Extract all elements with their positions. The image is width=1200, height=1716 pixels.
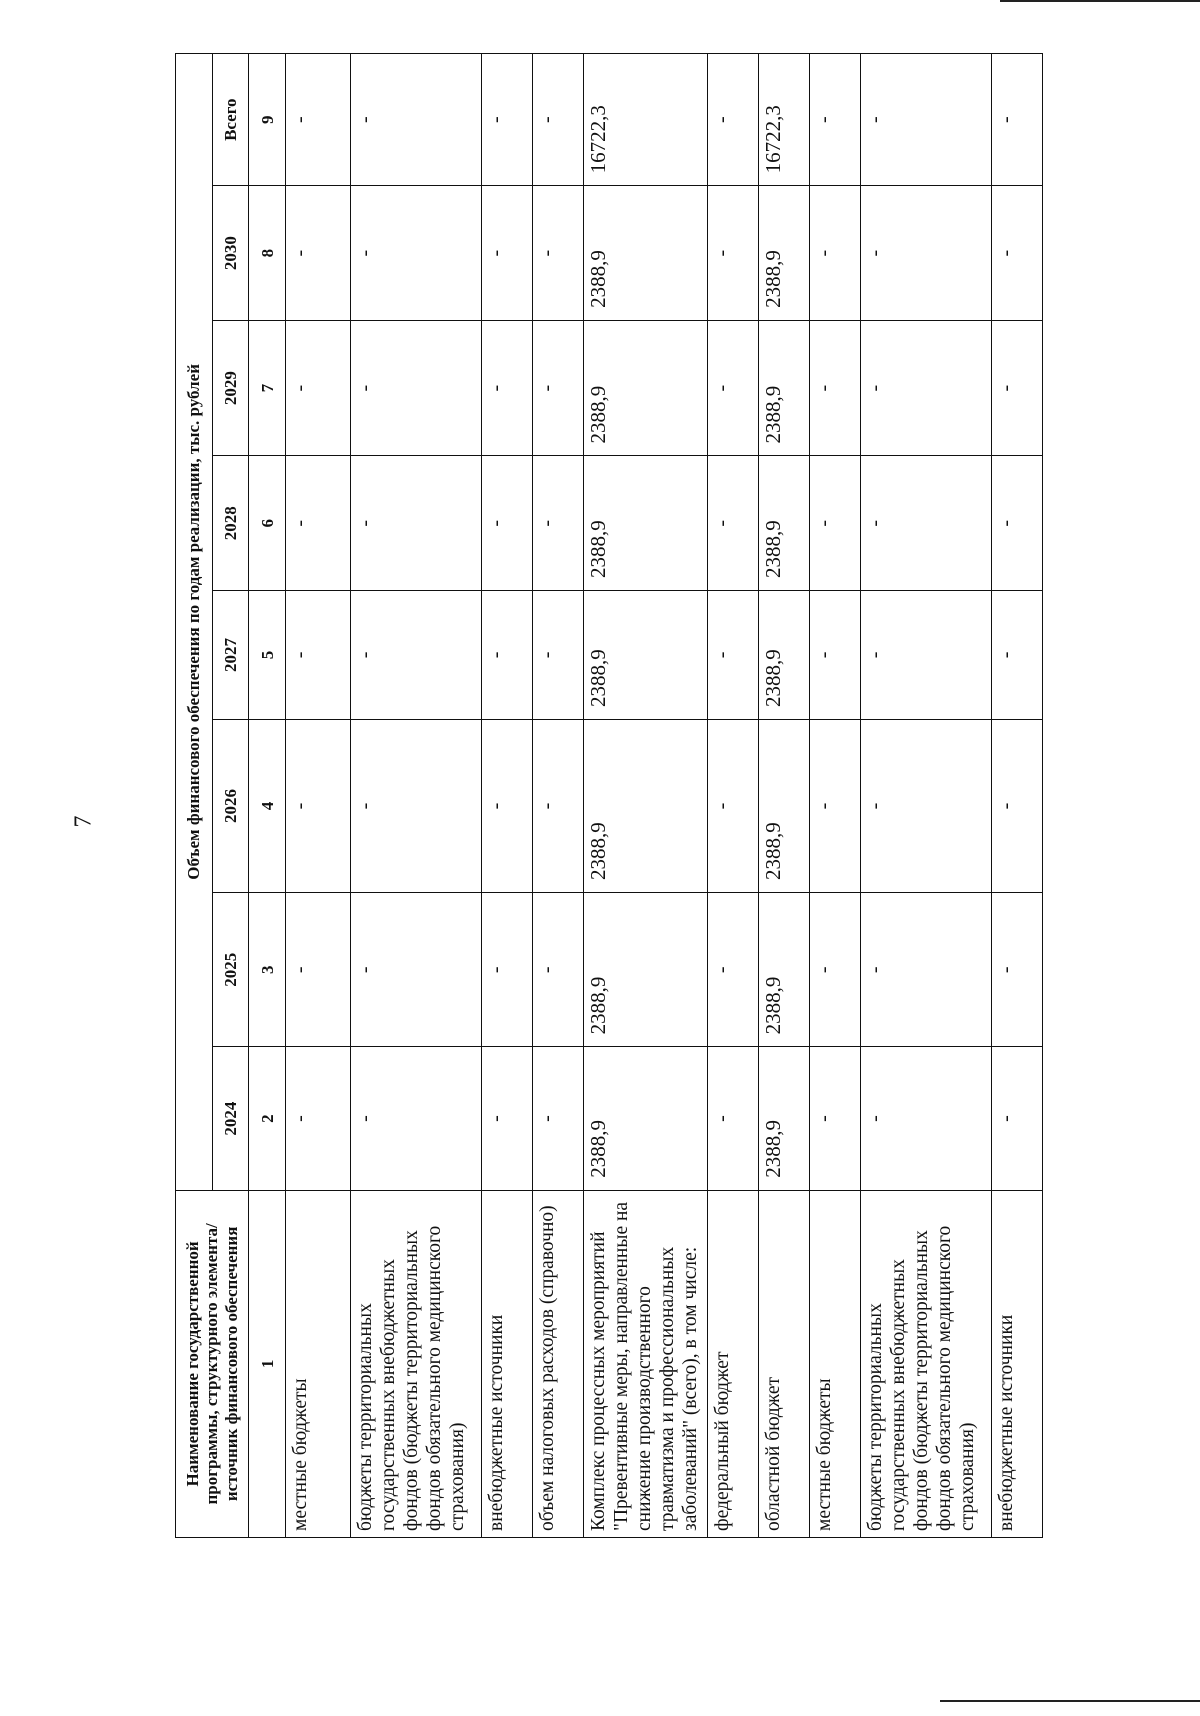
index-cell-8: 9: [249, 54, 286, 186]
row-label: местные бюджеты: [809, 1190, 860, 1537]
value-cell: -: [992, 186, 1043, 321]
header-year-0: 2024: [212, 1047, 249, 1190]
value-cell: -: [992, 1047, 1043, 1190]
table-row: [860, 54, 991, 1538]
value-cell: -: [285, 320, 350, 456]
value-cell: 2388,9: [759, 456, 810, 591]
index-cell-3: 4: [249, 719, 286, 892]
value-cell: -: [285, 186, 350, 321]
index-row: [249, 54, 286, 1538]
row-label: бюджеты территориальных государственных внебюджетных фондов (бюджеты территориальных фондов обязательного медицинского страхования): [351, 1190, 482, 1537]
value-cell: 16722,3: [759, 54, 810, 186]
header-year-7: Всего: [212, 54, 249, 186]
value-cell: -: [482, 320, 533, 456]
value-cell: 2388,9: [584, 1047, 708, 1190]
value-cell: -: [285, 54, 350, 186]
value-cell: -: [482, 54, 533, 186]
value-cell: -: [533, 719, 584, 892]
value-cell: -: [351, 590, 482, 719]
value-cell: 2388,9: [584, 186, 708, 321]
value-cell: -: [285, 719, 350, 892]
value-cell: -: [992, 590, 1043, 719]
index-cell-2: 3: [249, 893, 286, 1047]
row-label: федеральный бюджет: [708, 1190, 759, 1537]
table-container: [175, 53, 1043, 1538]
value-cell: -: [860, 719, 991, 892]
value-cell: -: [860, 456, 991, 591]
value-cell: -: [860, 590, 991, 719]
row-label: бюджеты территориальных государственных внебюджетных фондов (бюджеты территориальных фондов обязательного медицинского страхования): [860, 1190, 991, 1537]
value-cell: -: [992, 320, 1043, 456]
table-row: [533, 54, 584, 1538]
value-cell: -: [285, 1047, 350, 1190]
value-cell: 2388,9: [584, 590, 708, 719]
value-cell: -: [860, 186, 991, 321]
value-cell: -: [992, 456, 1043, 591]
value-cell: -: [533, 1047, 584, 1190]
value-cell: 2388,9: [759, 1047, 810, 1190]
index-cell-1: 2: [249, 1047, 286, 1190]
table-row: [351, 54, 482, 1538]
value-cell: 2388,9: [759, 590, 810, 719]
value-cell: -: [351, 186, 482, 321]
value-cell: -: [351, 456, 482, 591]
index-cell-6: 7: [249, 320, 286, 456]
value-cell: -: [809, 54, 860, 186]
value-cell: -: [860, 54, 991, 186]
row-label: внебюджетные источники: [992, 1190, 1043, 1537]
table-row: [708, 54, 759, 1538]
value-cell: -: [533, 186, 584, 321]
value-cell: 2388,9: [584, 893, 708, 1047]
row-label: Комплекс процессных мероприятий "Превентивные меры, направленные на снижение производственного травматизма и профессиональных заболеваний" (всего), в том числе:: [584, 1190, 708, 1537]
header-row-1: [176, 54, 213, 1538]
value-cell: 2388,9: [584, 320, 708, 456]
value-cell: -: [533, 590, 584, 719]
value-cell: -: [708, 1047, 759, 1190]
index-cell-0: 1: [249, 1190, 286, 1537]
row-label: местные бюджеты: [285, 1190, 350, 1537]
value-cell: -: [992, 719, 1043, 892]
value-cell: -: [809, 719, 860, 892]
value-cell: -: [285, 590, 350, 719]
header-group: Объем финансового обеспечения по годам реализации, тыс. рублей: [176, 54, 213, 1191]
row-label: внебюджетные источники: [482, 1190, 533, 1537]
value-cell: -: [482, 893, 533, 1047]
value-cell: -: [708, 186, 759, 321]
value-cell: -: [992, 54, 1043, 186]
value-cell: -: [482, 1047, 533, 1190]
value-cell: -: [809, 1047, 860, 1190]
value-cell: -: [533, 893, 584, 1047]
header-year-2: 2026: [212, 719, 249, 892]
value-cell: -: [992, 893, 1043, 1047]
value-cell: -: [708, 719, 759, 892]
value-cell: -: [860, 320, 991, 456]
value-cell: 16722,3: [584, 54, 708, 186]
index-cell-7: 8: [249, 186, 286, 321]
table-row: [482, 54, 533, 1538]
value-cell: -: [809, 590, 860, 719]
table-body: [176, 54, 1043, 1538]
value-cell: -: [809, 320, 860, 456]
value-cell: -: [809, 893, 860, 1047]
value-cell: -: [482, 456, 533, 591]
header-year-1: 2025: [212, 893, 249, 1047]
header-year-4: 2028: [212, 456, 249, 591]
scan-edge-bottom: [940, 1700, 1200, 1702]
value-cell: -: [482, 590, 533, 719]
value-cell: -: [285, 893, 350, 1047]
table-row: [809, 54, 860, 1538]
value-cell: 2388,9: [584, 456, 708, 591]
row-label: областной бюджет: [759, 1190, 810, 1537]
scan-edge-top: [1000, 0, 1200, 2]
value-cell: 2388,9: [759, 186, 810, 321]
value-cell: -: [285, 456, 350, 591]
table-row: [584, 54, 708, 1538]
value-cell: -: [533, 54, 584, 186]
value-cell: -: [860, 1047, 991, 1190]
value-cell: -: [351, 54, 482, 186]
row-label: объем налоговых расходов (справочно): [533, 1190, 584, 1537]
header-year-3: 2027: [212, 590, 249, 719]
value-cell: -: [708, 456, 759, 591]
financing-table: [175, 53, 1043, 1538]
index-cell-4: 5: [249, 590, 286, 719]
table-row: [285, 54, 350, 1538]
table-row: [992, 54, 1043, 1538]
table-row: [759, 54, 810, 1538]
value-cell: -: [809, 186, 860, 321]
value-cell: 2388,9: [759, 893, 810, 1047]
value-cell: -: [809, 456, 860, 591]
value-cell: -: [533, 320, 584, 456]
value-cell: -: [351, 320, 482, 456]
value-cell: -: [482, 719, 533, 892]
value-cell: -: [708, 893, 759, 1047]
value-cell: -: [351, 893, 482, 1047]
index-cell-5: 6: [249, 456, 286, 591]
value-cell: -: [533, 456, 584, 591]
page-number: 7: [70, 815, 97, 828]
value-cell: -: [860, 893, 991, 1047]
value-cell: -: [708, 590, 759, 719]
header-year-6: 2030: [212, 186, 249, 321]
value-cell: -: [708, 320, 759, 456]
value-cell: 2388,9: [584, 719, 708, 892]
value-cell: 2388,9: [759, 320, 810, 456]
value-cell: -: [708, 54, 759, 186]
value-cell: -: [351, 1047, 482, 1190]
value-cell: -: [482, 186, 533, 321]
header-name-column: Наименование государственной программы, структурного элемента/источник финансового обеспечения: [176, 1190, 249, 1537]
value-cell: -: [351, 719, 482, 892]
value-cell: 2388,9: [759, 719, 810, 892]
header-year-5: 2029: [212, 320, 249, 456]
